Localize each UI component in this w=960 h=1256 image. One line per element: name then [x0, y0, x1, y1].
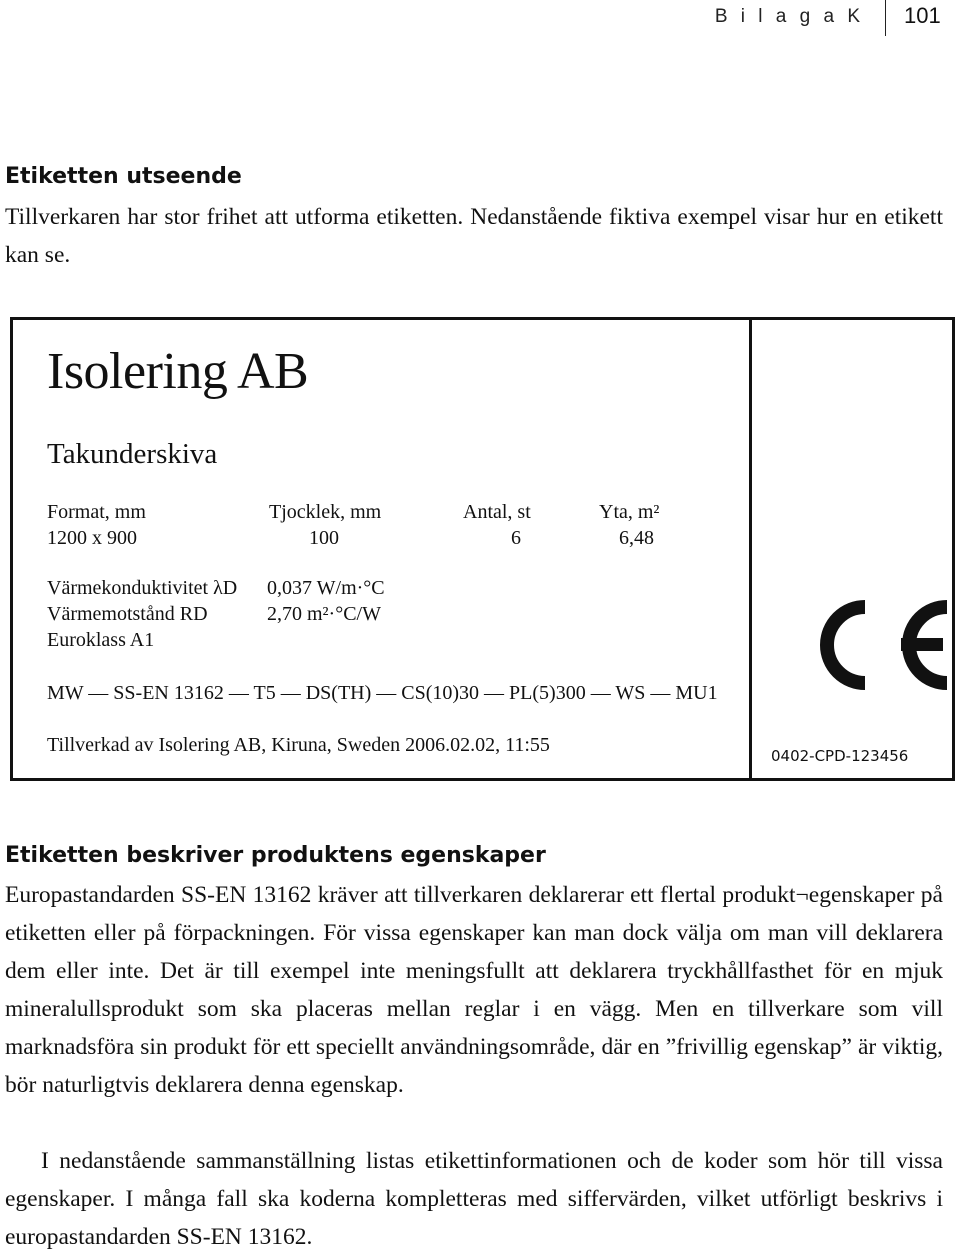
- property-name: Euroklass A1: [47, 629, 155, 651]
- appendix-label: B i l a g a K: [714, 6, 864, 27]
- page-header: [0, 0, 960, 40]
- ce-mark-e-bar: [901, 638, 943, 651]
- summary-paragraph: I nedanstående sammanställning listas etikettinformationen och de koder som hör till vissa egenskaper. I många fall ska koderna kompletteras med siffervärden, vilket utförligt beskrivs i europastandarden SS-EN 13162.: [5, 1148, 943, 1250]
- intro-paragraph: Tillverkaren har stor frihet att utforma etiketten. Nedanstående fiktiva exempel visar hur en etikett kan se.: [5, 204, 943, 268]
- property-name: Värmemotstånd RD: [47, 603, 208, 625]
- certificate-number: 0402-CPD-123456: [771, 747, 909, 765]
- spec-value-format: 1200 x 900: [47, 527, 137, 549]
- property-euroclass: [47, 629, 154, 652]
- property-thermal-conductivity: [47, 577, 385, 600]
- label-manufactured-line: Tillverkad av Isolering AB, Kiruna, Sweden 2006.02.02, 11:55: [47, 734, 550, 756]
- property-thermal-resistance: [47, 603, 381, 626]
- page-number: 101: [904, 3, 941, 28]
- label-designation-code: MW — SS-EN 13162 — T5 — DS(TH) — CS(10)30 — PL(5)300 — WS — MU1: [47, 682, 718, 704]
- header-divider: [885, 0, 886, 36]
- spec-header-area: Yta, m²: [599, 501, 660, 523]
- spec-value-area: 6,48: [619, 527, 654, 549]
- ce-mark-icon: [797, 595, 957, 695]
- label-company-name: Isolering AB: [47, 343, 309, 400]
- spec-value-thickness: 100: [309, 527, 339, 549]
- property-name: Värmekonduktivitet λD: [47, 577, 238, 599]
- spec-header-thickness: Tjocklek, mm: [269, 501, 382, 523]
- label-product-name: Takunderskiva: [47, 438, 218, 470]
- spec-value-count: 6: [511, 527, 521, 549]
- spec-header-count: Antal, st: [463, 501, 531, 523]
- section-heading-label-properties: Etiketten beskriver produktens egenskaper: [5, 843, 546, 868]
- section-heading-label-appearance: Etiketten utseende: [5, 164, 242, 189]
- spec-header-format: Format, mm: [47, 501, 146, 523]
- ce-mark-c: [827, 607, 865, 683]
- label-divider: [749, 320, 752, 778]
- property-value: 2,70 m²·°C/W: [267, 603, 381, 625]
- example-label: [10, 317, 955, 781]
- properties-paragraph: Europastandarden SS-EN 13162 kräver att tillverkaren deklarerar ett flertal produkt¬egenskaper på etiketten eller på förpackningen. För vissa egenskaper kan man dock välja om man vill deklarera dem eller inte. Det är till exempel inte meningsfullt att deklarera tryckhållfasthet för en mjuk mineralullsprodukt som ska placeras mellan reglar i en vägg. Men en tillverkare som vill marknadsföra sin produkt för ett speciellt användningsområde, där en ”frivillig egenskap” är viktig, bör naturligtvis deklarera denna egenskap.: [5, 882, 943, 1098]
- property-value: 0,037 W/m·°C: [267, 577, 385, 599]
